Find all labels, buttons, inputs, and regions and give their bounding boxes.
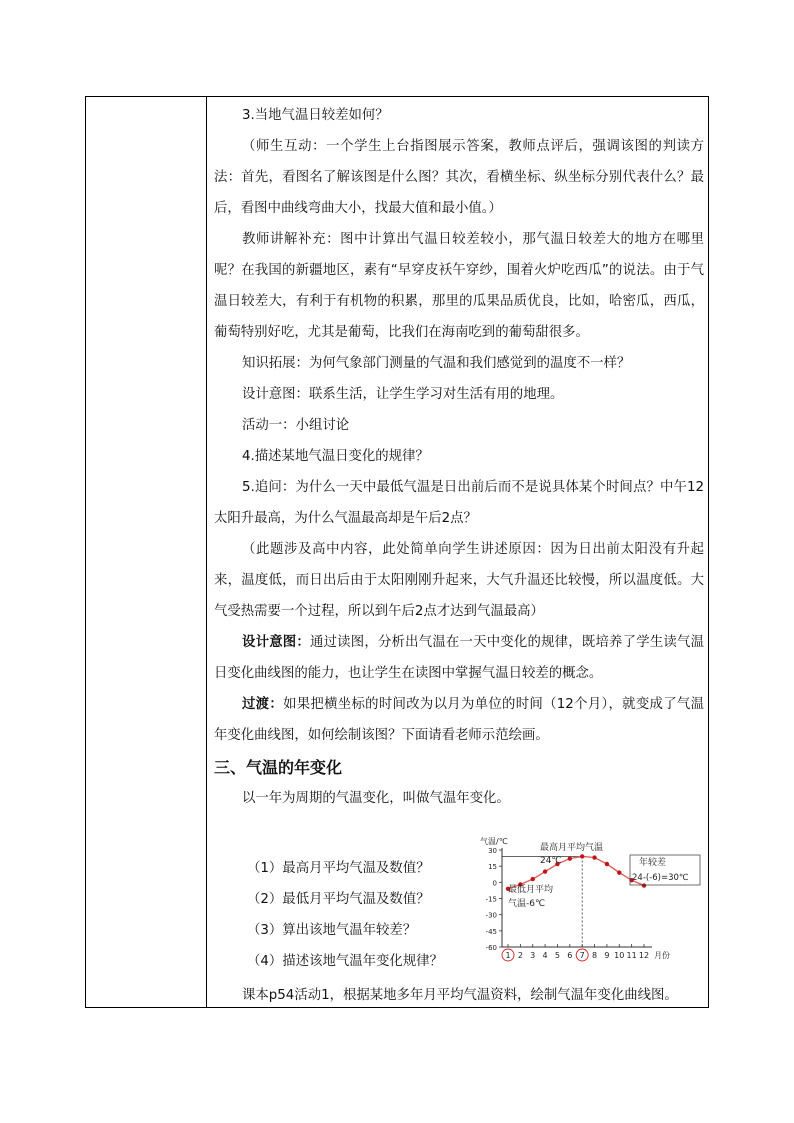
paragraph-q3: 3.当地气温日较差如何？ (242, 108, 389, 123)
paragraph-design-intent: 设计意图：联系生活，让学生学习对生活有用的地理。 (242, 387, 564, 402)
x-tick-label: 8 (591, 951, 598, 960)
table-column-divider (206, 96, 207, 1008)
x-tick-label: 12 (638, 951, 650, 960)
x-tick-label: 1 (505, 951, 511, 960)
paragraph-q4: 4.描述某地气温日变化的规律？ (242, 449, 429, 464)
chart-annotations (508, 841, 700, 909)
min-value: 气温-6℃ (508, 899, 546, 909)
temperature-point (568, 856, 572, 860)
x-tick-label: 10 (614, 951, 625, 960)
lesson-content (214, 100, 704, 814)
y-tick-label: -45 (485, 927, 497, 936)
temperature-point (531, 877, 535, 881)
min-label: 最低月平均 (508, 885, 554, 895)
temperature-point (617, 870, 621, 874)
x-tick-label: 2 (517, 951, 523, 960)
transition-label: 过渡： (242, 697, 284, 712)
question-4: （4）描述该地气温年变化规律？ (247, 954, 443, 969)
temperature-point (543, 869, 547, 873)
x-axis-unit: 月份 (654, 951, 670, 960)
paragraph-design-intent-2 (214, 627, 704, 689)
question-1: （1）最高月平均气温及数值？ (247, 861, 430, 876)
x-tick-label: 7 (579, 951, 585, 960)
paragraph-knowledge-extension: 知识拓展：为何气象部门测量的气温和我们感觉到的温度不一样？ (242, 356, 631, 371)
y-tick-label: -60 (485, 944, 497, 952)
definition-text: 以一年为周期的气温变化，叫做气温年变化。 (242, 791, 510, 806)
paragraph-explanation: （此题涉及高中内容，此处简单向学生讲述原因：因为日出前太阳没有升起来，温度低，而日出后由于太阳刚刚升起来，大气升温还比较慢，所以温度低。大气受热需要一个过程，所以到午后2点才达到气温最高） (214, 542, 704, 619)
question-3: （3）算出该地气温年较差？ (247, 923, 417, 938)
y-tick-label: 0 (492, 879, 497, 888)
design-intent-text: 通过读图，分析出气温在一天中变化的规律，既培养了学生读气温日变化曲线图的能力，也让学生在读图中掌握气温日较差的概念。 (214, 635, 705, 681)
question-2: （2）最低月平均气温及数值？ (247, 892, 430, 907)
x-tick-label: 11 (626, 951, 637, 960)
paragraph-teacher-interaction: （师生互动：一个学生上台指图展示答案，教师点评后，强调该图的判读方法：首先，看图名了解该图是什么图？其次，看横坐标、纵坐标分别代表什么？最后，看图中曲线弯曲大小，找最大值和最小值。） (214, 139, 704, 216)
section-title: 三、气温的年变化 (214, 758, 343, 777)
y-tick-label: 30 (488, 847, 497, 855)
transition-text: 如果把横坐标的时间改为以月为单位的时间（12个月），就变成了气温年变化曲线图，如何绘制该图？下面请看老师示范绘画。 (214, 697, 704, 743)
y-axis-title: 气温/℃ (480, 837, 508, 846)
x-tick-label: 6 (567, 951, 573, 960)
y-ticks (486, 847, 502, 952)
x-tick-label: 3 (530, 951, 536, 960)
textbook-activity-line: 课本p54活动1，根据某地多年月平均气温资料，绘制气温年变化曲线图。 (242, 988, 678, 1003)
y-tick-label: -15 (485, 895, 497, 904)
y-tick-label: 15 (488, 863, 497, 872)
y-tick-label: -30 (485, 911, 497, 920)
paragraph-teacher-supplement: 教师讲解补充：图中计算出气温日较差较小，那气温日较差大的地方在哪里呢？在我国的新疆地区，素有“早穿皮袄午穿纱，围着火炉吃西瓜”的说法。由于气温日较差大，有利于有机物的积累，那里的瓜果品质优良，比如，哈密瓜，西瓜，葡萄特别好吃，尤其是葡萄，比我们在海南吃到的葡萄甜很多。 (214, 232, 704, 340)
max-value: 24℃ (540, 856, 562, 866)
design-intent-label: 设计意图： (242, 635, 310, 650)
x-tick-label: 4 (542, 951, 548, 960)
temperature-point (605, 862, 609, 866)
paragraph-activity-one: 活动一：小组讨论 (242, 418, 350, 433)
annual-temperature-chart (474, 830, 704, 978)
x-tick-label: 5 (554, 951, 561, 960)
x-tick-label: 9 (604, 951, 610, 960)
range-label: 年较差 (639, 858, 667, 868)
range-value: 24-(-6)=30℃ (632, 873, 689, 883)
paragraph-q5: 5.追问：为什么一天中最低气温是日出前后而不是说具体某个时间点？中午12太阳升最高，为什么气温最高却是午后2点？ (214, 480, 704, 526)
temperature-point (592, 855, 596, 859)
temperature-point (642, 883, 646, 887)
max-label: 最高月平均气温 (540, 843, 604, 853)
chart-axes (502, 848, 652, 947)
paragraph-transition (214, 689, 704, 751)
temperature-curve (508, 856, 644, 888)
temperature-point (580, 854, 584, 858)
